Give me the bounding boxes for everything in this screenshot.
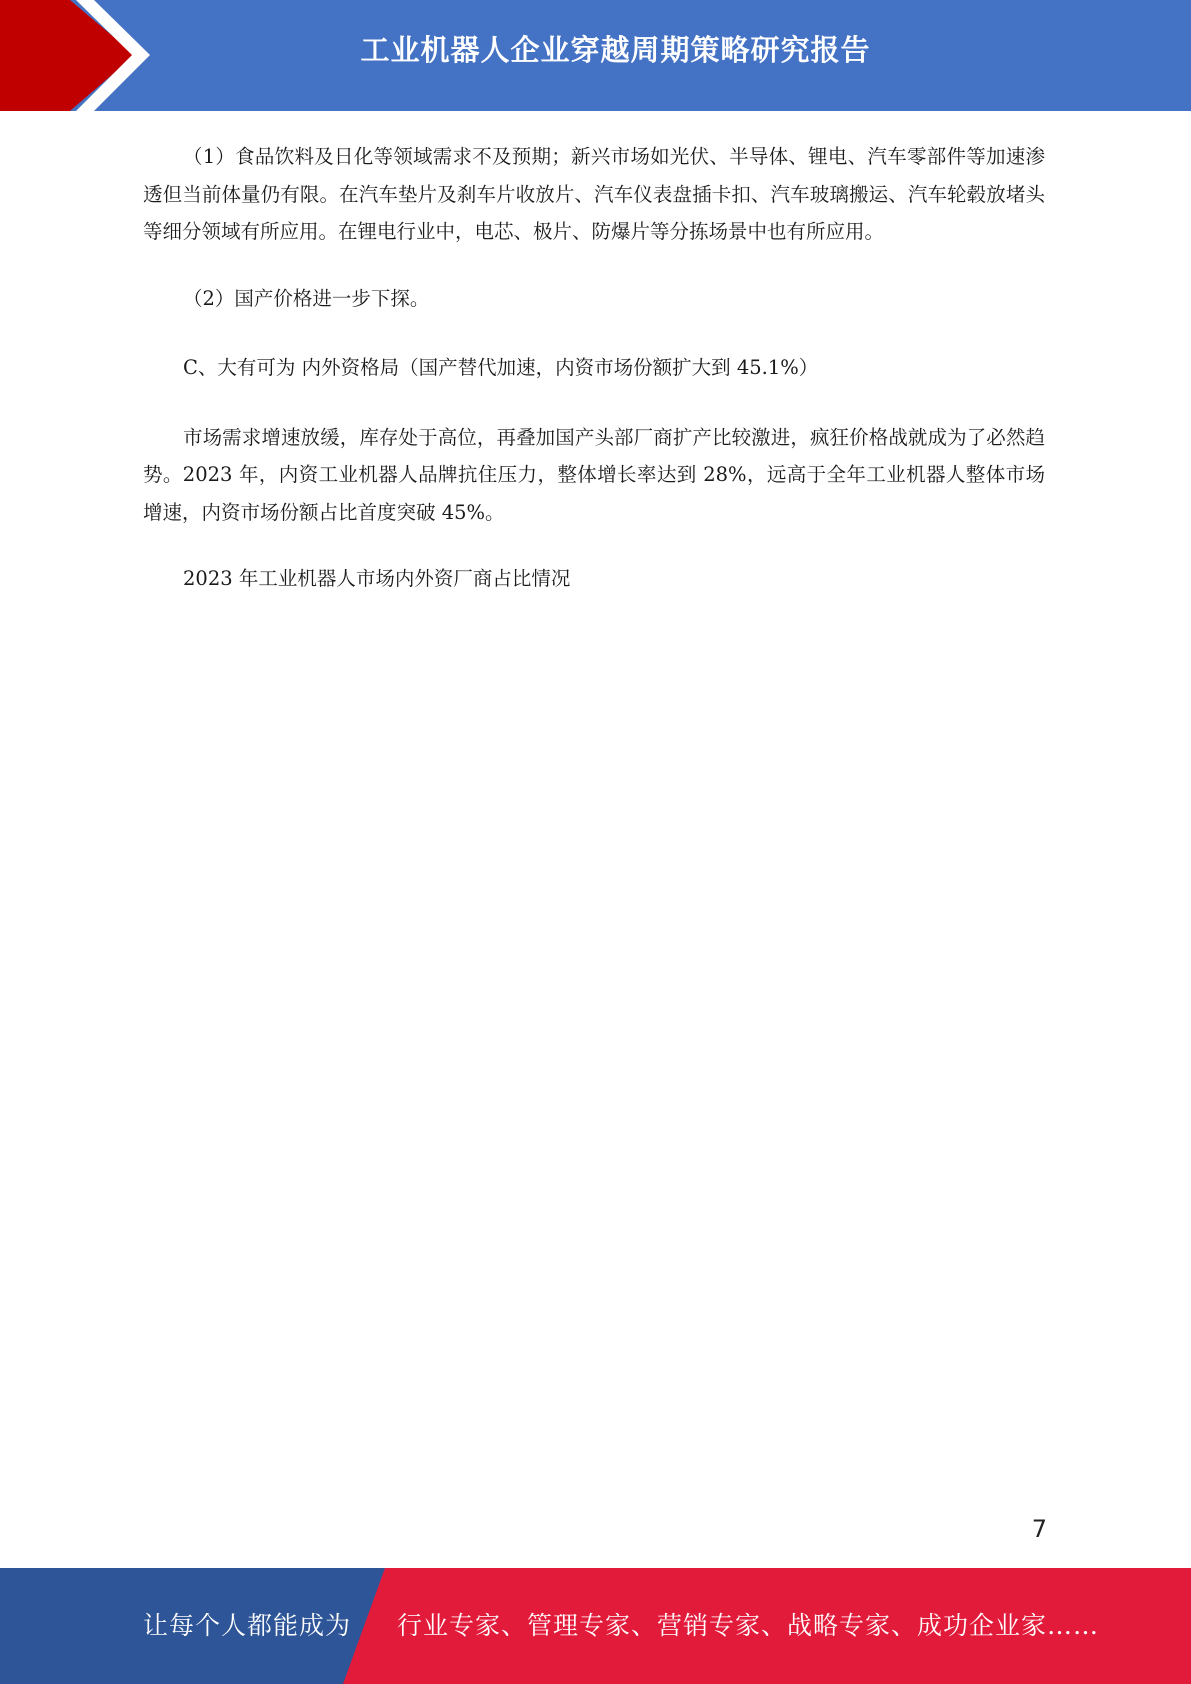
report-title: 工业机器人企业穿越周期策略研究报告 — [360, 33, 871, 67]
page-footer — [0, 1568, 1191, 1684]
figure-caption: 2023 年工业机器人市场内外资厂商占比情况 — [183, 567, 571, 590]
paragraph-demand: （1）食品饮料及日化等领域需求不及预期；新兴市场如光伏、半导体、锂电、汽车零部件等加速渗透但当前体量仍有限。在汽车垫片及刹车片收放片、汽车仪表盘插卡扣、汽车玻璃搬运、汽车轮毂放堵头等细分领域有所应用。在锂电行业中，电芯、极片、防爆片等分拣场景中也有所应用。 — [143, 145, 1045, 243]
document-body — [143, 138, 1045, 630]
page-number: 7 — [1031, 1515, 1047, 1543]
footer-slogan-left: 让每个人都能成为 — [143, 1611, 352, 1640]
section-heading-market-share: C、大有可为 内外资格局（国产替代加速，内资市场份额扩大到 45.1%） — [183, 356, 819, 379]
footer-slogan-right: 行业专家、管理专家、营销专家、战略专家、成功企业家…… — [397, 1611, 1100, 1640]
paragraph-price: （2）国产价格进一步下探。 — [183, 286, 430, 310]
page-header — [0, 0, 1191, 111]
paragraph-price-war: 市场需求增速放缓，库存处于高位，再叠加国产头部厂商扩产比较激进，疯狂价格战就成为了必然趋势。2023 年，内资工业机器人品牌抗住压力，整体增长率达到 28%，远高于全年工业机器人整体市场增速，内资市场份额占比首度突破 45%。 — [143, 425, 1045, 524]
